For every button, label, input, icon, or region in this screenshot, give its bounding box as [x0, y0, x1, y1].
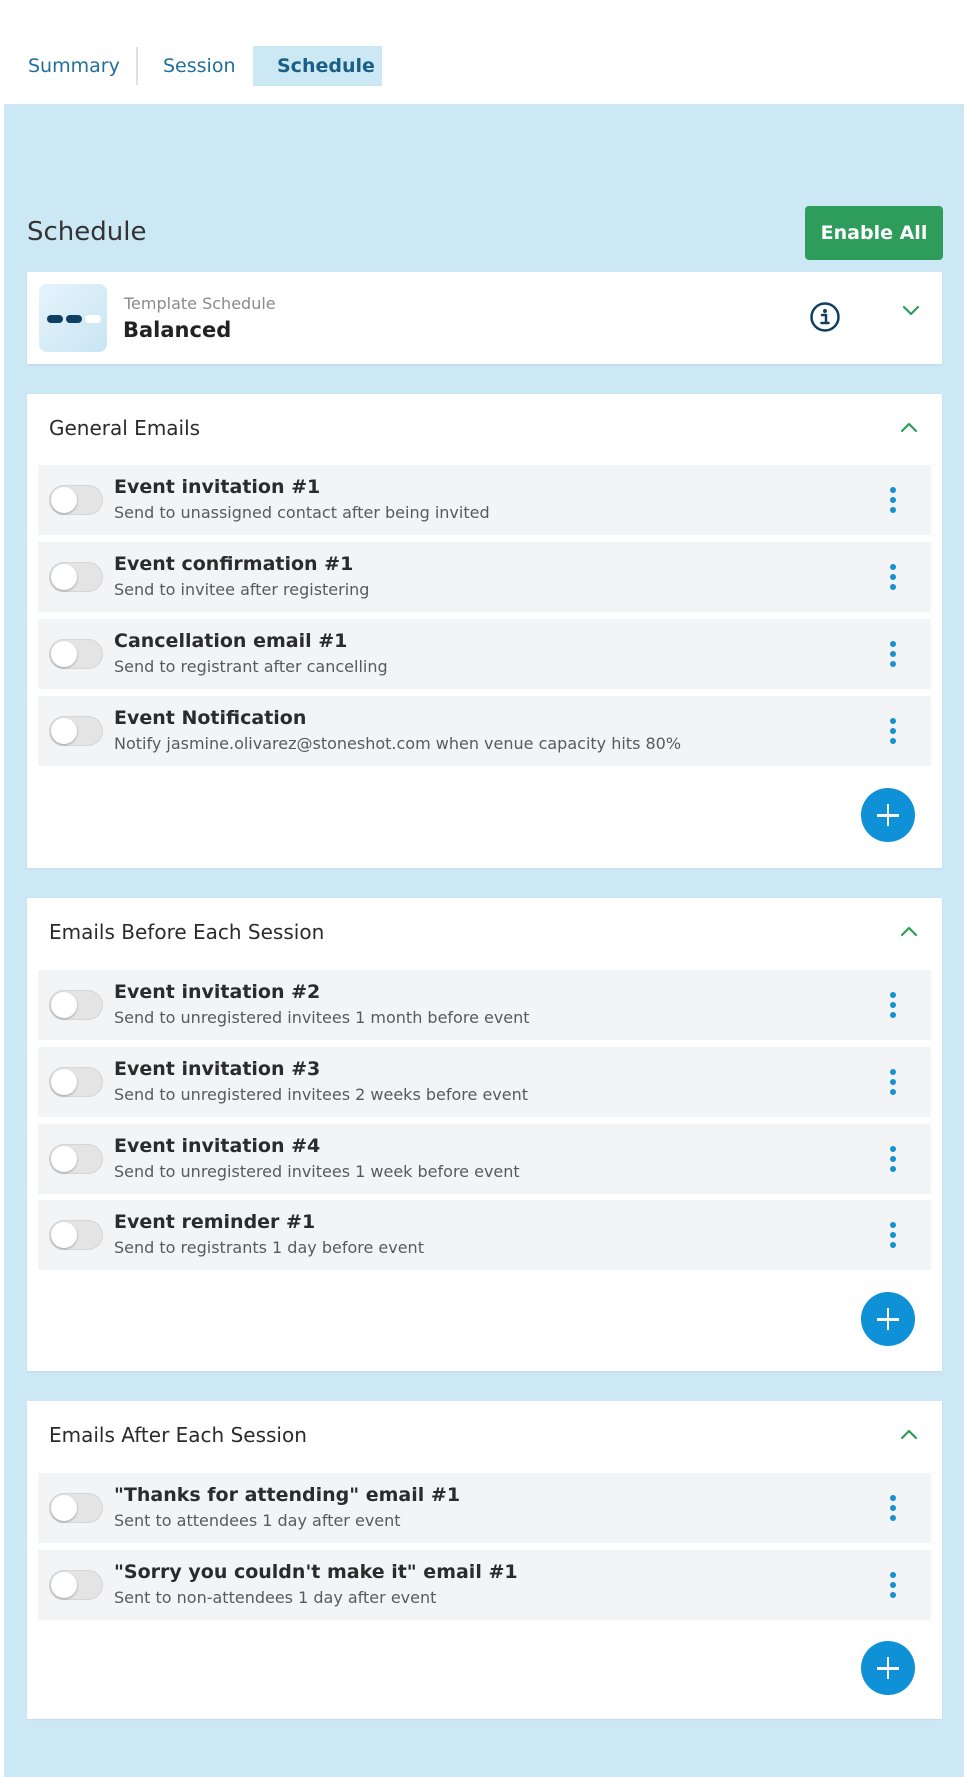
general-emails-section — [27, 394, 942, 868]
enable-toggle[interactable] — [49, 1570, 103, 1600]
chevron-up-icon[interactable] — [897, 1423, 921, 1447]
kebab-menu-icon[interactable] — [888, 990, 898, 1020]
email-title: Event reminder #1 — [114, 1211, 316, 1233]
email-description: Send to unregistered invitees 2 weeks before event — [114, 1085, 529, 1104]
list-item — [38, 542, 931, 612]
section-title: General Emails — [49, 416, 201, 440]
list-item — [38, 619, 931, 689]
email-description: Sent to attendees 1 day after event — [114, 1511, 401, 1530]
email-title: Event invitation #3 — [114, 1058, 321, 1080]
list-item — [38, 1473, 931, 1543]
email-description: Send to registrant after cancelling — [114, 657, 388, 676]
email-description: Send to registrants 1 day before event — [114, 1238, 424, 1257]
template-schedule-card[interactable] — [27, 272, 942, 364]
schedule-panel — [4, 104, 964, 1777]
list-item — [38, 1550, 931, 1620]
template-schedule-value: Balanced — [123, 318, 232, 342]
enable-toggle[interactable] — [49, 639, 103, 669]
list-item — [38, 696, 931, 766]
tab-summary[interactable]: Summary — [28, 55, 120, 77]
email-description: Sent to non-attendees 1 day after event — [114, 1588, 437, 1607]
add-email-button[interactable] — [861, 1641, 915, 1695]
add-email-button[interactable] — [861, 788, 915, 842]
chevron-up-icon[interactable] — [897, 416, 921, 440]
kebab-menu-icon[interactable] — [888, 639, 898, 669]
tab-session[interactable]: Session — [163, 55, 236, 77]
chevron-up-icon[interactable] — [897, 920, 921, 944]
kebab-menu-icon[interactable] — [888, 485, 898, 515]
kebab-menu-icon[interactable] — [888, 1570, 898, 1600]
email-description: Notify jasmine.olivarez@stoneshot.com when venue capacity hits 80% — [114, 734, 682, 753]
section-title: Emails After Each Session — [49, 1423, 307, 1447]
enable-toggle[interactable] — [49, 1144, 103, 1174]
email-title: Cancellation email #1 — [114, 630, 348, 652]
enable-all-button[interactable]: Enable All — [805, 206, 943, 260]
section-title: Emails Before Each Session — [49, 920, 325, 944]
info-icon[interactable] — [809, 301, 841, 333]
enable-toggle[interactable] — [49, 562, 103, 592]
enable-toggle[interactable] — [49, 990, 103, 1020]
kebab-menu-icon[interactable] — [888, 716, 898, 746]
before-session-section — [27, 898, 942, 1371]
kebab-menu-icon[interactable] — [888, 1144, 898, 1174]
email-title: Event Notification — [114, 707, 307, 729]
add-email-button[interactable] — [861, 1292, 915, 1346]
email-title: Event invitation #1 — [114, 476, 321, 498]
enable-toggle[interactable] — [49, 1493, 103, 1523]
list-item — [38, 465, 931, 535]
email-title: Event invitation #2 — [114, 981, 321, 1003]
tab-divider — [136, 47, 138, 85]
tab-bar — [0, 0, 968, 104]
kebab-menu-icon[interactable] — [888, 562, 898, 592]
list-item — [38, 970, 931, 1040]
enable-toggle[interactable] — [49, 716, 103, 746]
email-title: Event invitation #4 — [114, 1135, 321, 1157]
page-title: Schedule — [27, 217, 147, 247]
email-description: Send to invitee after registering — [114, 580, 370, 599]
kebab-menu-icon[interactable] — [888, 1067, 898, 1097]
kebab-menu-icon[interactable] — [888, 1493, 898, 1523]
chevron-down-icon[interactable] — [899, 298, 923, 322]
list-item — [38, 1047, 931, 1117]
tab-schedule[interactable]: Schedule — [253, 46, 382, 86]
email-title: Event confirmation #1 — [114, 553, 354, 575]
email-title: "Sorry you couldn't make it" email #1 — [114, 1561, 518, 1583]
email-description: Send to unregistered invitees 1 week before event — [114, 1162, 520, 1181]
list-item — [38, 1124, 931, 1194]
email-description: Send to unregistered invitees 1 month before event — [114, 1008, 530, 1027]
enable-toggle[interactable] — [49, 485, 103, 515]
list-item — [38, 1200, 931, 1270]
email-title: "Thanks for attending" email #1 — [114, 1484, 461, 1506]
enable-toggle[interactable] — [49, 1220, 103, 1250]
after-session-section — [27, 1401, 942, 1719]
template-schedule-icon — [39, 284, 107, 352]
template-schedule-label: Template Schedule — [124, 294, 276, 313]
email-description: Send to unassigned contact after being invited — [114, 503, 490, 522]
kebab-menu-icon[interactable] — [888, 1220, 898, 1250]
enable-toggle[interactable] — [49, 1067, 103, 1097]
